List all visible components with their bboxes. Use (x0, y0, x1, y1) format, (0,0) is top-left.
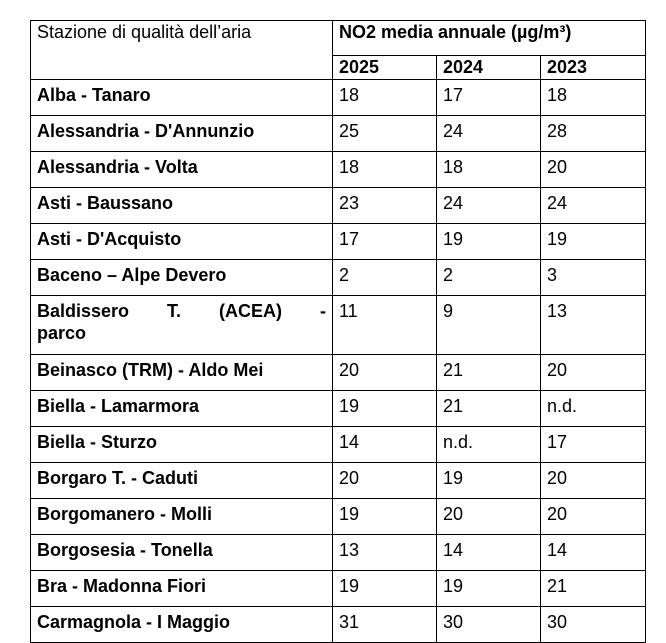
value-2025: 2 (333, 260, 437, 296)
value-2025: 17 (333, 224, 437, 260)
value-2025: 31 (333, 607, 437, 643)
table-row (31, 463, 646, 499)
no2-annual-table (30, 20, 646, 643)
table-row (31, 355, 646, 391)
table-row (31, 571, 646, 607)
value-2023: 21 (541, 571, 646, 607)
station-name: Alba - Tanaro (31, 80, 333, 116)
table-row (31, 80, 646, 116)
value-2024: n.d. (437, 427, 541, 463)
table-row (31, 391, 646, 427)
table-row (31, 499, 646, 535)
value-2023: 13 (541, 296, 646, 355)
value-2025: 19 (333, 571, 437, 607)
station-name: Biella - Sturzo (31, 427, 333, 463)
table-row (31, 296, 646, 355)
station-name: Borgomanero - Molli (31, 499, 333, 535)
value-2024: 24 (437, 188, 541, 224)
station-name-word: - (319, 301, 326, 321)
value-2023: n.d. (541, 391, 646, 427)
value-2023: 20 (541, 499, 646, 535)
station-name: Carmagnola - I Maggio (31, 607, 333, 643)
year-header-2024: 2024 (437, 55, 541, 79)
value-2023: 20 (541, 355, 646, 391)
station-name-word: Baldissero (37, 301, 130, 321)
value-2023: 30 (541, 607, 646, 643)
value-2025: 20 (333, 463, 437, 499)
table-row (31, 224, 646, 260)
value-2024: 20 (437, 499, 541, 535)
value-2023: 14 (541, 535, 646, 571)
station-name: Baceno – Alpe Devero (31, 260, 333, 296)
value-2023: 20 (541, 463, 646, 499)
value-2024: 30 (437, 607, 541, 643)
no2-group-header: NO2 media annuale (µg/m³) (333, 21, 646, 56)
value-2024: 19 (437, 571, 541, 607)
value-2025: 18 (333, 152, 437, 188)
station-name-word: T. (167, 301, 182, 321)
value-2025: 19 (333, 499, 437, 535)
station-name-line: parco (37, 323, 87, 343)
station-name-line (37, 300, 326, 322)
year-header-2023: 2023 (541, 55, 646, 79)
value-2025: 18 (333, 80, 437, 116)
station-column-header: Stazione di qualità dell’aria (31, 21, 333, 80)
station-name: Biella - Lamarmora (31, 391, 333, 427)
value-2023: 19 (541, 224, 646, 260)
station-name: Alessandria - D'Annunzio (31, 116, 333, 152)
table-row (31, 607, 646, 643)
year-header-2025: 2025 (333, 55, 437, 79)
station-name: Borgosesia - Tonella (31, 535, 333, 571)
station-name: Alessandria - Volta (31, 152, 333, 188)
value-2025: 19 (333, 391, 437, 427)
value-2023: 28 (541, 116, 646, 152)
value-2024: 9 (437, 296, 541, 355)
table-row (31, 152, 646, 188)
value-2024: 19 (437, 463, 541, 499)
value-2025: 20 (333, 355, 437, 391)
value-2024: 19 (437, 224, 541, 260)
value-2024: 21 (437, 391, 541, 427)
table-row (31, 188, 646, 224)
value-2024: 21 (437, 355, 541, 391)
value-2024: 14 (437, 535, 541, 571)
station-name (31, 296, 333, 355)
value-2025: 23 (333, 188, 437, 224)
value-2025: 25 (333, 116, 437, 152)
station-name: Beinasco (TRM) - Aldo Mei (31, 355, 333, 391)
table-row (31, 260, 646, 296)
value-2024: 24 (437, 116, 541, 152)
value-2025: 14 (333, 427, 437, 463)
value-2023: 18 (541, 80, 646, 116)
value-2023: 17 (541, 427, 646, 463)
station-name-word: (ACEA) (219, 301, 282, 321)
value-2025: 13 (333, 535, 437, 571)
value-2025: 11 (333, 296, 437, 355)
value-2024: 17 (437, 80, 541, 116)
station-name: Bra - Madonna Fiori (31, 571, 333, 607)
value-2024: 2 (437, 260, 541, 296)
table-row (31, 116, 646, 152)
table-row (31, 535, 646, 571)
station-name: Asti - D'Acquisto (31, 224, 333, 260)
value-2023: 20 (541, 152, 646, 188)
station-name: Borgaro T. - Caduti (31, 463, 333, 499)
table-row (31, 427, 646, 463)
value-2024: 18 (437, 152, 541, 188)
station-name: Asti - Baussano (31, 188, 333, 224)
value-2023: 24 (541, 188, 646, 224)
value-2023: 3 (541, 260, 646, 296)
